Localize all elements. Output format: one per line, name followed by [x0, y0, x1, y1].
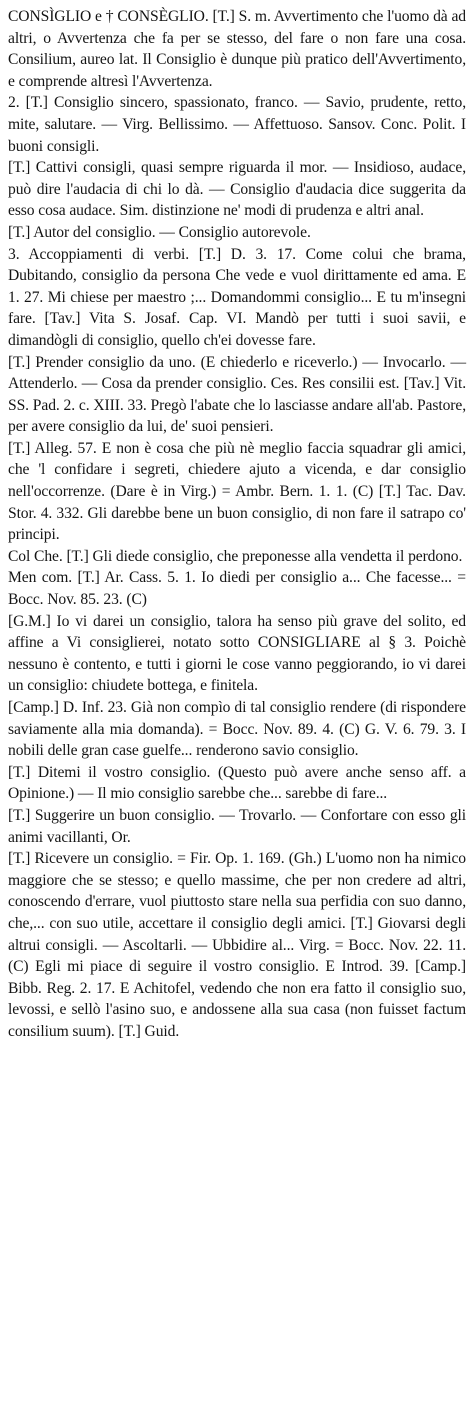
- ditemi-paragraph: [T.] Ditemi il vostro consiglio. (Questo può avere anche senso aff. a Opinione.) — Il mio consiglio sarebbe che... sarebbe di fare...: [8, 763, 466, 803]
- ricevere-paragraph: [T.] Ricevere un consiglio. = Fir. Op. 1. 169. (Gh.) L'uomo non ha nimico maggiore che se stesso; e quello massime, che per non credere ad altri, conoscendo d'errare, vuol piuttosto stare nella sua perfidia con suo danno, che,... con suo utile, accettare il consiglio degli amici. [T.] Giovarsi degli altrui consigli. — Ascoltarli. — Ubbidire al... Virg. = Bocc. Nov. 22. 11. (C) Egli mi piace di seguire il vostro consiglio. E Introd. 39. [Camp.] Bibb. Reg. 2. 17. E Achitofel, vedendo che non era fatto il consiglio suo, levossi, e sellò l'asino suo, e andossene alla sua casa (non fuisset factum consilium suum). [T.] Guid.: [8, 850, 466, 1040]
- col-che-paragraph: Col Che. [T.] Gli diede consiglio, che preponesse alla vendetta il perdono.: [8, 547, 463, 565]
- men-com-paragraph: Men com. [T.] Ar. Cass. 5. 1. Io diedi per consiglio a... Che facesse... = Bocc. Nov. 85. 23. (C): [8, 569, 466, 609]
- sense-2-paragraph: 2. [T.] Consiglio sincero, spassionato, franco. — Savio, prudente, retto, mite, salutare. — Virg. Bellissimo. — Affettuoso. Sansov. Conc. Polit. I buoni consigli.: [8, 94, 466, 155]
- take-counsel-paragraph: [T.] Prender consiglio da uno. (E chiederlo e riceverlo.) — Invocarlo. — Attenderlo. — Cosa da prender consiglio. Ces. Res consilii est. [Tav.] Vit. SS. Pad. 2. c. XIII. 33. Pregò l'abate che lo lasciasse andare all'ab. Pastore, per avere consiglio da lui, de' suoi pensieri.: [8, 353, 466, 436]
- alleg-paragraph: [T.] Alleg. 57. E non è cosa che più nè meglio faccia squadrar gli amici, che 'l confidare i segreti, chiedere ajuto a vicenda, e dar consiglio nell'occorrenze. (Dare è in Virg.) = Ambr. Bern. 1. 1. (C) [T.] Tac. Dav. Stor. 4. 332. Gli darebbe bene un buon consiglio, di non fare il satrapo co' principi.: [8, 439, 466, 544]
- suggerire-paragraph: [T.] Suggerire un buon consiglio. — Trovarlo. — Confortare con esso gli animi vacillanti, Or.: [8, 806, 466, 846]
- author-paragraph: [T.] Autor del consiglio. — Consiglio autorevole.: [8, 223, 311, 241]
- entry-definition: CONSÌGLIO e † CONSÈGLIO. [T.] S. m. Avvertimento che l'uomo dà ad altri, o Avvertenza che fa per se stesso, del fare o non fare una cosa. Consilium, aureo lat. Il Consiglio è dunque più pratico dell'Avvertimento, e comprende altresì l'Avvertenza.: [8, 8, 466, 90]
- gm-paragraph: [G.M.] Io vi darei un consiglio, talora ha senso più grave del solito, ed affine a Vi consiglierei, notato sotto CONSIGLIARE al § 3. Poichè nessuno è contento, e tutti i giorni le cose vanno peggiorando, io vi darei un consiglio: chiudete bottega, e finitela.: [8, 612, 466, 695]
- sense-3-paragraph: 3. Accoppiamenti di verbi. [T.] D. 3. 17. Come colui che brama, Dubitando, consiglio da persona Che vede e vuol dirittamente ed ama. E 1. 27. Mi chiese per maestro ;... Domandommi consiglio... E tu m'insegni fare. [Tav.] Vita S. Josaf. Cap. VI. Mandò per tutti i suoi savii, e dimandògli di consiglio, quello ch'ei dovesse fare.: [8, 245, 466, 349]
- camp-paragraph: [Camp.] D. Inf. 23. Già non compìo di tal consiglio rendere (di rispondere saviamente alla mia domanda). = Bocc. Nov. 89. 4. (C) G. V. 6. 79. 3. I nobili delle gran case guelfe... renderono savio consiglio.: [8, 699, 466, 760]
- bad-counsel-paragraph: [T.] Cattivi consigli, quasi sempre riguarda il mor. — Insidioso, audace, può dire l'audacia di chi lo dà. — Consiglio d'audacia dice suggerita da esso cosa audace. Sim. distinzione ne' modi di prudenza e altri anal.: [8, 159, 466, 220]
